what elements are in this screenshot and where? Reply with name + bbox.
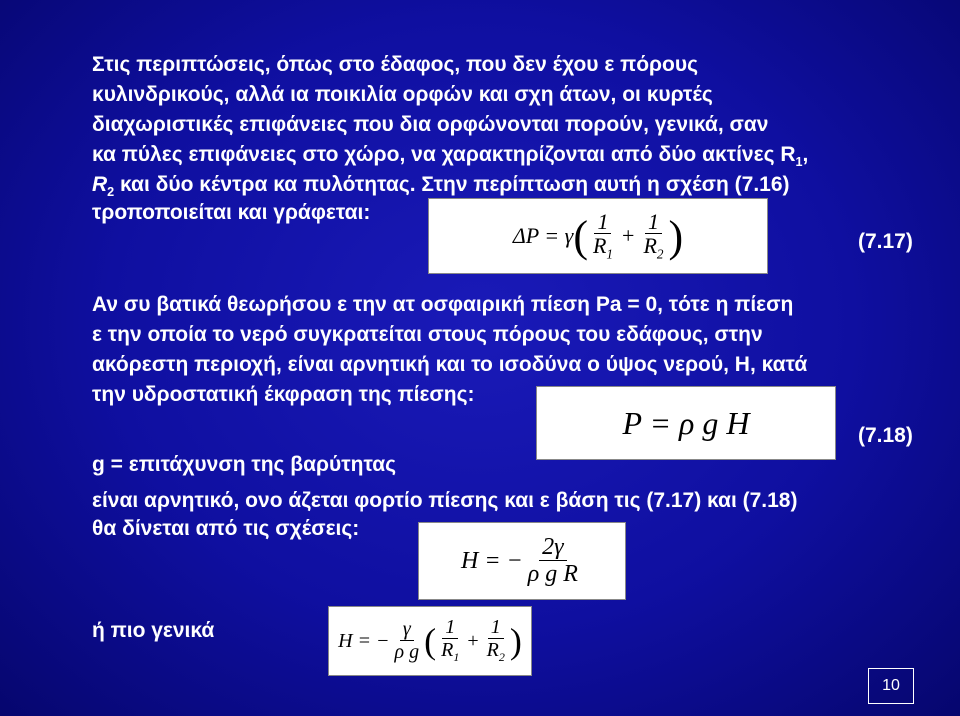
equation-7-17: ΔP = γ ( $\frac{1}{R_1}$ + $\frac{1}{R_2}$ ) [428, 198, 768, 274]
paragraph1-line1: Στις περιπτώσεις, όπως στο έδαφος, που δεν έχου ε πόρους [92, 53, 698, 76]
equation-head-radius: H = − $\frac{2\gamma}{\text{ρ g R}}$ [418, 522, 626, 600]
paragraph2-line4: την υδροστατική έκφραση της πίεσης: [92, 383, 475, 406]
page-number-box [868, 668, 914, 704]
paragraph2-line2: ε την οποία το νερό συγκρατείται στους πόρους του εδάφους, στην [92, 323, 763, 346]
paragraph2-line3: ακόρεστη περιοχή, είναι αρνητική και το ισοδύνα ο ύψος νερού, H, κατά [92, 353, 808, 376]
or-more-general-label: ή πιο γενικά [92, 619, 215, 642]
fraction-1-over-r1: $\frac{1}{R_1}$ [592, 209, 614, 262]
paragraph1-line5: $R_2$ και δύο κέντρα κα πυλότητας. Στην περίπτωση αυτή η σχέση (7.16) [92, 173, 790, 200]
equation-head-general: H = − $\frac{\gamma}{\text{ρ g}}$ ( $\frac{1}{R_1}$ + $\frac{1}{R_2}$ ) [328, 606, 532, 676]
fraction-1-over-r2-general: $\frac{1}{R_2}$ [486, 616, 505, 665]
fraction-gamma-over-rhog: $\frac{\gamma}{\text{ρ g}}$ [394, 618, 420, 663]
equation-number-7-17: (7.17) [858, 230, 913, 253]
fraction-1-over-r1-general: $\frac{1}{R_1}$ [441, 616, 460, 665]
equation-7-18: P = ρ g H [536, 386, 836, 460]
fraction-2gamma-over-rhogr: $\frac{2\gamma}{\text{ρ g R}}$ [527, 533, 578, 587]
paragraph1-line4: κα πύλες επιφάνειες στο χώρο, να χαρακτηρίζονται από δύο ακτίνες $R_1$, [92, 143, 809, 170]
paragraph3-line1: είναι αρνητικό, ονο άζεται φορτίο πίεσης και ε βάση τις (7.17) και (7.18) [92, 489, 798, 512]
paragraph1-line2: κυλινδρικούς, αλλά ια ποικιλία ορφών και σχη άτων, οι κυρτές [92, 83, 713, 106]
fraction-1-over-r2: $\frac{1}{R_2}$ [643, 209, 664, 262]
paragraph3-line2: θα δίνεται από τις σχέσεις: [92, 517, 360, 540]
gravity-definition: g = επιτάχυνση της βαρύτητας [92, 453, 397, 476]
equation-number-7-18: (7.18) [858, 424, 913, 447]
paragraph1-line6: τροποποιείται και γράφεται: [92, 201, 371, 224]
paragraph2-line1: Αν συ βατικά θεωρήσου ε την ατ οσφαιρική πίεση Pa = 0, τότε η πίεση [92, 293, 794, 316]
page-number: 10 [882, 677, 900, 694]
paragraph1-line3: διαχωριστικές επιφάνειες που δια ορφώνονται πορούν, γενικά, σαν [92, 113, 769, 136]
